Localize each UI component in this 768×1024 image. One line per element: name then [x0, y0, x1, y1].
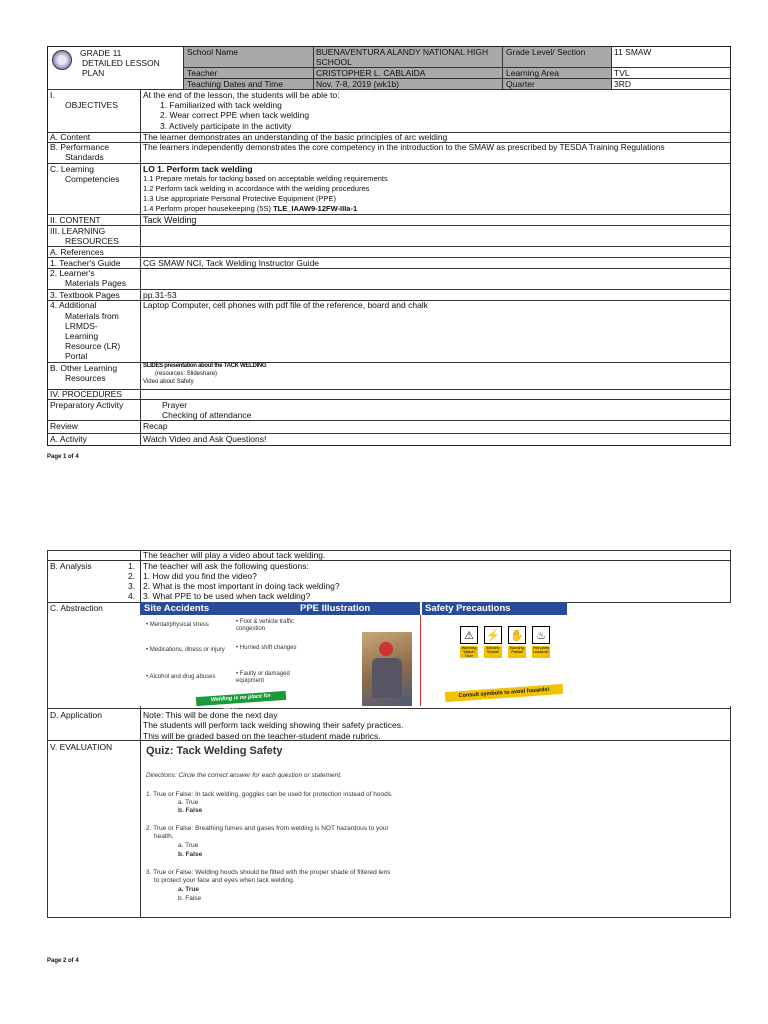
- objectives-num: I.: [50, 90, 55, 100]
- additional-label: 4. Additional: [50, 300, 97, 310]
- application-line: Note: This will be done the next day: [143, 710, 278, 720]
- competency-item: 1.3 Use appropriate Personal Protective Equipment (PPE): [143, 194, 337, 203]
- activity-value: Watch Video and Ask Questions!: [143, 434, 267, 444]
- performance-label-2: Standards: [65, 152, 104, 162]
- content-ii-label: II. CONTENT: [50, 215, 101, 225]
- abstraction-illustration: [140, 602, 567, 712]
- textbook-value: pp.31-53: [143, 290, 177, 300]
- welder-helmet-icon: [379, 642, 393, 656]
- teachers-guide-value: CG SMAW NCI, Tack Welding Instructor Guide: [143, 258, 320, 268]
- additional-label-2: Materials from: [65, 311, 119, 321]
- preparatory-value-2: Checking of attendance: [162, 410, 252, 420]
- bullet-left: • Mental/physical stress: [146, 622, 209, 628]
- performance-value: The learners independently demonstrates the core competency in the introduction to the SMAW as prescribed by TESDA Training Regulations: [143, 142, 665, 152]
- review-label: Review: [50, 421, 78, 431]
- quiz-question: 2. True or False: Breathing fumes and gases from welding is NOT hazardous to your: [146, 825, 389, 832]
- bullet-right: • Hurried shift changes: [236, 645, 297, 651]
- objective-item: 2. Wear correct PPE when tack welding: [160, 110, 310, 120]
- title-line-2: DETAILED LESSON: [82, 58, 160, 68]
- additional-value: Laptop Computer, cell phones with pdf file of the reference, board and chalk: [143, 300, 428, 310]
- resources-label-2: RESOURCES: [65, 236, 119, 246]
- competency-item: 1.2 Perform tack welding in accordance with the welding procedures: [143, 184, 370, 193]
- sign-label: Electric Shock!: [484, 646, 502, 658]
- school-name-value: BUENAVENTURA ALANDY NATIONAL HIGH SCHOOL: [316, 47, 489, 67]
- electric-shock-icon: ⚡: [484, 626, 502, 644]
- content-value: The learner demonstrates an understanding of the basic principles of arc welding: [143, 132, 448, 142]
- preparatory-label: Preparatory Activity: [50, 400, 124, 410]
- abstraction-band-right: [422, 602, 567, 615]
- quiz-option: b. False: [178, 895, 202, 902]
- quiz-option: a. True: [178, 842, 199, 849]
- title-line-1: GRADE 11: [80, 48, 122, 58]
- quiz-question-cont: to protect your face and eyes when tack welding.: [154, 877, 295, 884]
- other-resources-value-2: (resources: Slideshare): [155, 371, 218, 377]
- references-label: A. References: [50, 247, 104, 257]
- welder-photo: [362, 632, 412, 706]
- teacher-value: CRISTOPHER L. CABLAIDA: [316, 68, 426, 78]
- analysis-line: The teacher will ask the following questions:: [143, 561, 309, 571]
- quiz-question: 1. True or False: In tack welding, goggles can be used for protection instead of hoods.: [146, 791, 393, 798]
- quiz-option: b. False: [178, 807, 203, 814]
- quiz-option: a. True: [178, 886, 199, 893]
- textbook-label: 3. Textbook Pages: [50, 290, 120, 300]
- burning-icon: ✋: [508, 626, 526, 644]
- preparatory-value-1: Prayer: [162, 400, 188, 410]
- other-resources-label-2: Resources: [65, 373, 106, 383]
- objective-item: 1. Familiarized with tack welding: [160, 100, 282, 110]
- bullet-right: • Foot & vehicle traffic congestion: [236, 619, 295, 632]
- teachers-guide-label: 1. Teacher's Guide: [50, 258, 121, 268]
- welder-body: [372, 658, 402, 698]
- analysis-num: 4.: [128, 591, 136, 601]
- competency-item-4: 1.4 Perform proper housekeeping (5S): [143, 204, 271, 213]
- activity-continuation: The teacher will play a video about tack welding.: [143, 550, 326, 560]
- competency-item: 1.1 Prepare metals for tacking based on acceptable welding requirements: [143, 174, 388, 183]
- quiz-option: a. True: [178, 799, 199, 806]
- analysis-num: 3.: [128, 581, 136, 591]
- bullet-right: • Faulty or damaged equipment: [236, 671, 290, 684]
- abstraction-band-left: [140, 602, 420, 615]
- welding-banner: Welding is no place for carelessness!: [196, 691, 286, 706]
- bullet-left: • Medications, illness or injury: [146, 647, 225, 653]
- consult-banner: Consult symbols to avoid hazards!: [445, 684, 563, 702]
- review-value: Recap: [143, 421, 168, 431]
- analysis-line: 1. How did you find the video?: [143, 571, 257, 581]
- learners-materials-label: 2. Learner's: [50, 268, 95, 278]
- area-label: Learning Area: [506, 68, 559, 78]
- objectives-intro: At the end of the lesson, the students will be able to:: [143, 90, 340, 100]
- grade-value: 11 SMAW: [614, 47, 652, 57]
- application-line: The students will perform tack welding showing their safety practices.: [143, 720, 404, 730]
- divider-line: [420, 615, 421, 706]
- other-resources-value-3: Video about Safety: [143, 379, 194, 385]
- quiz-title: Quiz: Tack Welding Safety: [146, 745, 283, 757]
- analysis-num: 2.: [128, 571, 136, 581]
- learners-materials-label-2: Materials Pages: [65, 278, 126, 288]
- abstraction-label: C. Abstraction: [50, 603, 103, 613]
- quiz-option: b. False: [178, 851, 203, 858]
- additional-label-5: Resource (LR): [65, 341, 121, 351]
- lo-title: LO 1. Perform tack welding: [143, 164, 253, 174]
- title-line-3: PLAN: [82, 68, 105, 78]
- objective-item: 3. Actively participate in the activity: [160, 121, 292, 131]
- quarter-value: 3RD: [614, 79, 632, 89]
- area-value: TVL: [614, 68, 630, 78]
- bullet-left: • Alcohol and drug abuses: [146, 674, 216, 680]
- evaluation-label: V. EVALUATION: [50, 742, 113, 752]
- analysis-num: 1.: [128, 561, 136, 571]
- content-ii-value: Tack Welding: [143, 215, 197, 225]
- teacher-label: Teacher: [187, 68, 218, 78]
- quiz-directions: Directions: Circle the correct answer for each question or statement.: [146, 772, 342, 779]
- hot-parts-icon: ♨: [532, 626, 550, 644]
- ppe-illustration-title: PPE Illustration: [300, 603, 371, 614]
- quiz-question: 3. True or False: Welding hoods should be fitted with the proper shade of filtered lens: [146, 869, 391, 876]
- competencies-label: C. Learning: [50, 164, 94, 174]
- procedures-label: IV. PROCEDURES: [50, 389, 122, 399]
- school-name-label: School Name: [187, 47, 239, 57]
- analysis-label: B. Analysis: [50, 561, 92, 571]
- quarter-label: Quarter: [506, 79, 535, 89]
- competency-code: TLE_IAAW9-12FW-IIIa-1: [273, 204, 358, 213]
- sign-label: Warning Watch Out!: [461, 645, 477, 658]
- other-resources-value-1: SLIDES presentation about the TACK WELDING: [143, 363, 267, 369]
- application-line: This will be graded based on the teacher-student made rubrics.: [143, 731, 381, 741]
- warning-sign-icon: ⚠: [460, 626, 478, 644]
- additional-label-3: LRMDS-: [65, 321, 98, 331]
- page-2-footer: Page 2 of 4: [47, 958, 79, 964]
- quiz-question-cont: health.: [154, 833, 174, 840]
- competencies-label-2: Competencies: [65, 174, 120, 184]
- grade-label: Grade Level/ Section: [506, 47, 586, 57]
- objectives-label: OBJECTIVES: [65, 100, 118, 110]
- page-1-footer: Page 1 of 4: [47, 454, 79, 460]
- resources-label: III. LEARNING: [50, 226, 106, 236]
- activity-label: A. Activity: [50, 434, 87, 444]
- analysis-line: 2. What is the most important in doing tack welding?: [143, 581, 340, 591]
- other-resources-label: B. Other Learning: [50, 363, 118, 373]
- additional-label-4: Learning: [65, 331, 99, 341]
- competency-item-last: [143, 204, 357, 214]
- deped-seal-icon: [52, 50, 72, 70]
- dates-value: Nov. 7-8, 2019 (wk1b): [316, 79, 399, 89]
- analysis-line: 3. What PPE to be used when tack welding?: [143, 591, 311, 601]
- performance-label: B. Performance: [50, 142, 110, 152]
- additional-label-6: Portal: [65, 351, 88, 361]
- sign-label: Hot parts hazards!: [532, 646, 550, 658]
- site-accidents-title: Site Accidents: [144, 603, 210, 614]
- sign-label: Burning Partial: [508, 646, 526, 658]
- application-label: D. Application: [50, 710, 102, 720]
- safety-precautions-title: Safety Precautions: [425, 603, 511, 614]
- dates-label: Teaching Dates and Time: [187, 79, 283, 89]
- content-label: A. Content: [50, 132, 91, 142]
